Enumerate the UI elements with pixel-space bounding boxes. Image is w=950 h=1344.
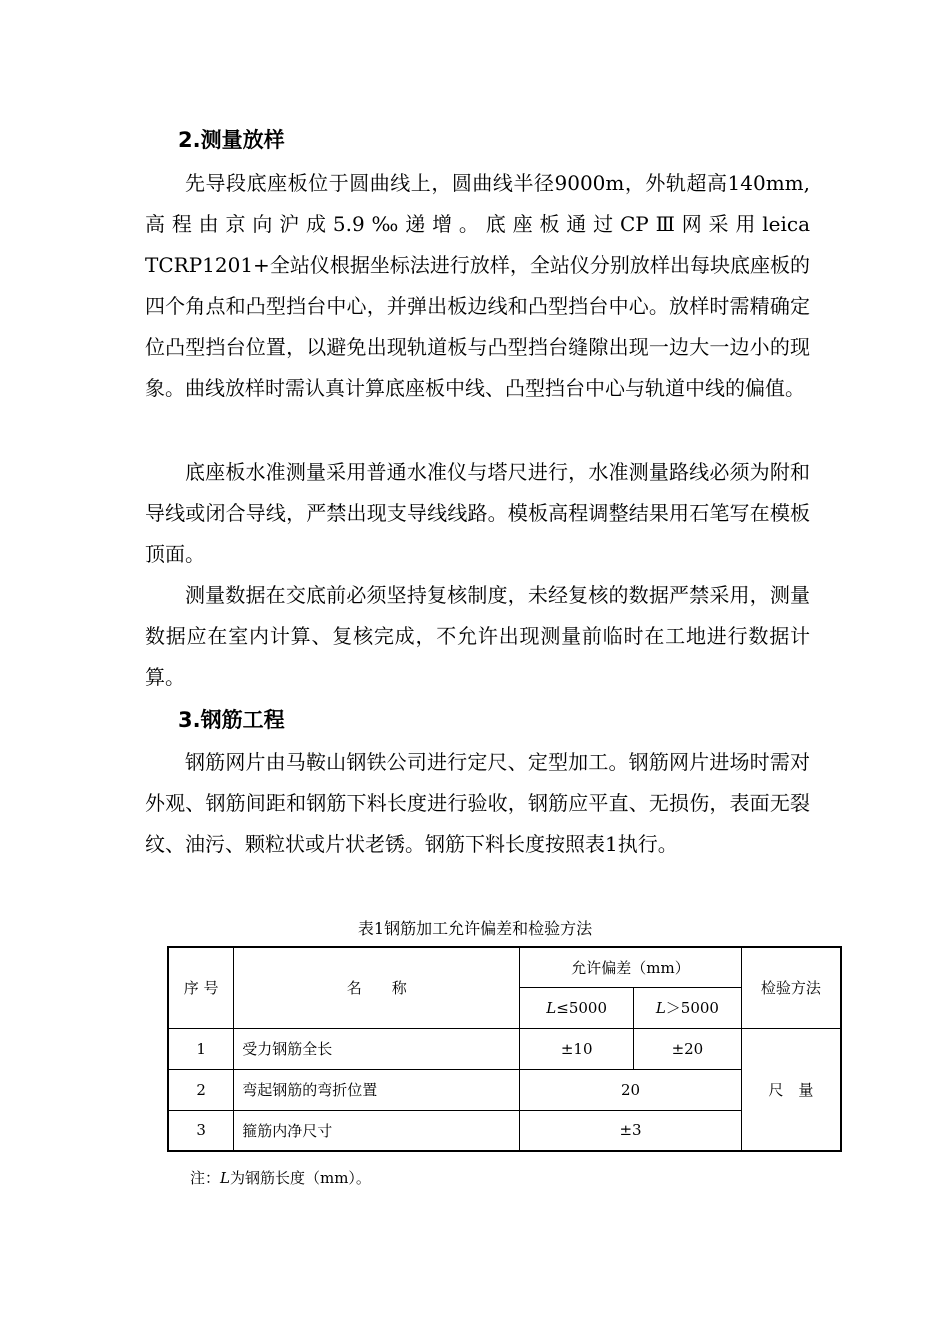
row-index: 1 [168,1028,234,1069]
tolerance-table [167,946,842,1152]
header-sub-le-var: L [546,998,557,1017]
section-3-heading: 3.钢筋工程 [178,708,285,732]
note-var: L [220,1169,230,1187]
header-sub-gt-text: ＞5000 [665,999,719,1017]
header-sub-gt [634,987,742,1028]
row-name: 弯起钢筋的弯折位置 [234,1069,520,1110]
method-cell: 尺 量 [741,1028,841,1151]
paragraph-survey-layout: 先导段底座板位于圆曲线上，圆曲线半径9000m，外轨超高140mm,高程由京向沪成5.9‰递增。底座板通过CPⅢ网采用leica TCRP1201+全站仪根据坐标法进行放样，全站仪分别放样出每块底座板的四个角点和凸型挡台中心，并弹出板边线和凸型挡台中心。放样时需精确定位凸型挡台位置，以避免出现轨道板与凸型挡台缝隙出现一边大一边小的现象。曲线放样时需认真计算底座板中线、凸型挡台中心与轨道中线的偏值。 [145,171,810,400]
table-row [168,1110,841,1151]
row-name: 受力钢筋全长 [234,1028,520,1069]
row-value-gt: ±20 [634,1028,742,1069]
paragraph-rebar: 钢筋网片由马鞍山钢铁公司进行定尺、定型加工。钢筋网片进场时需对外观、钢筋间距和钢筋下料长度进行验收，钢筋应平直、无损伤，表面无裂纹、油污、颗粒状或片状老锈。钢筋下料长度按照表1执行。 [145,750,810,856]
table-caption: 表1钢筋加工允许偏差和检验方法 [357,919,593,938]
paragraph-data-check: 测量数据在交底前必须坚持复核制度，未经复核的数据严禁采用，测量数据应在室内计算、复核完成，不允许出现测量前临时在工地进行数据计算。 [145,583,810,689]
note-text: 为钢筋长度（mm）。 [229,1169,371,1187]
header-sub-le [520,987,634,1028]
header-tolerance: 允许偏差（mm） [520,947,741,987]
row-value-le: ±10 [520,1028,634,1069]
paragraph-leveling: 底座板水准测量采用普通水准仪与塔尺进行，水准测量路线必须为附和导线或闭合导线，严禁出现支导线线路。模板高程调整结果用石笔写在模板顶面。 [145,460,810,566]
header-name: 名 称 [234,947,520,1028]
table-row [168,1028,841,1069]
row-index: 2 [168,1069,234,1110]
header-method: 检验方法 [741,947,841,1028]
row-name: 箍筋内净尺寸 [234,1110,520,1151]
header-sub-gt-var: L [655,999,666,1017]
table-row [168,1069,841,1110]
section-2-heading: 2.测量放样 [178,128,285,152]
row-value: 20 [520,1069,741,1110]
header-sub-le-text: ≤5000 [556,998,608,1017]
header-index: 序 号 [168,947,234,1028]
row-index: 3 [168,1110,234,1151]
note-prefix: 注： [190,1169,221,1187]
table-note [190,1166,371,1190]
row-value: ±3 [520,1110,741,1151]
